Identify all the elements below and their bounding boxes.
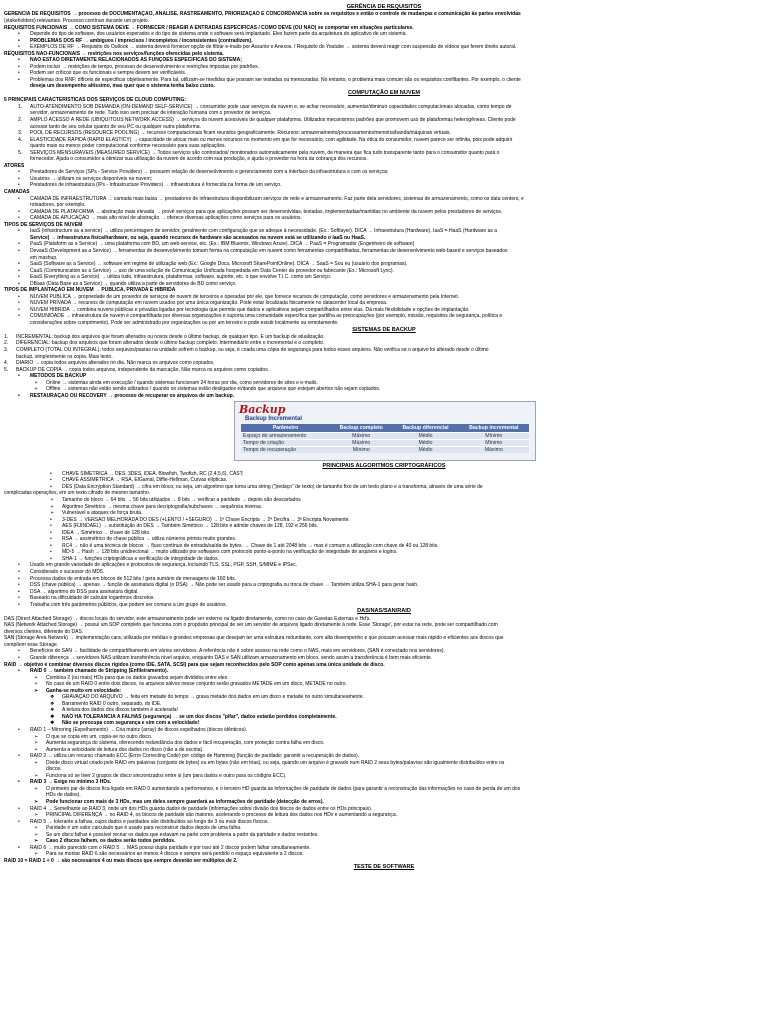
line-text: Vulnerável a ataques de força bruta. <box>62 510 143 517</box>
line-text: Combina 2 (ou mais) HDs para que os dados gravados sejam divididos entre eles. <box>46 674 229 681</box>
line-text: EaaS (Everything as a Service) → utiliza tudo, infraestrutura, plataformas, software, suporte, etc. o que envolve T.I.C. como um Serviço. <box>30 274 332 281</box>
line-text: CAMADA DE APLICAÇÃO → mais alto nível de abstração → oferece diversas aplicações como serviços para os usuários. <box>30 215 302 222</box>
line-text: TESTE DE SOFTWARE <box>353 864 415 871</box>
backup-comparison-figure <box>234 401 536 461</box>
bullet-marker: ➢ <box>34 812 39 819</box>
line-text: RAID 4 → Semelhante ao RAID 3, onde um dos HDs guarda dados de paridade (informações sobre divisão dos blocos de dados entre os HDs principais). <box>30 805 373 812</box>
line-text: PaaS (Plataform as a Service) → uma plataforma com BD, um web-service, etc. (Ex.: IBM Bluemix, Windows Azure). DICA → PaaS = Programador (Engenheiro de software) <box>30 241 415 248</box>
line-text: RAID 1 – Mirroring (Espelhamento) → Cria matriz (array) de discos espelhados (discos idênticos). <box>30 726 248 733</box>
bullet-marker: • <box>18 595 20 602</box>
line-text: Benefícios do SAN → facilidade de compartilhamento em vários servidores. A referência não é sobre acesso na rede como o NAS, mais em servidores, (SAN é conectado nos servidores). <box>30 648 445 655</box>
bullet-marker: • <box>18 182 20 189</box>
figure-subtitle: Backup Incremental <box>245 416 303 423</box>
line-text: acessar tanto de seu celular quanto de seu PC ou qualquer outra plataforma. <box>30 123 201 130</box>
line-text: Considerado o sucessor do MD5. <box>30 569 105 575</box>
line-text: DIÁRIO → copia todos arquivos alterados no dia. Não marca os arquivos como copiados. <box>16 360 215 367</box>
line-text: Algoritmo Simétrico → mesma chave para decriptografia/subchaves → sequência inversa. <box>62 503 263 510</box>
table-cell: Médio <box>392 440 458 447</box>
line-text: Paridade é um valor calculado que é usado para reconstruir dados depois de uma falha. <box>46 825 242 832</box>
line-text: Trabalha com três parâmetros públicos, que podem ser comuns a um grupo de usuários. <box>30 601 227 608</box>
table-row <box>241 440 529 447</box>
bullet-marker: • <box>18 44 20 51</box>
bullet-marker: • <box>50 529 52 536</box>
bullet-marker: ➢ <box>34 733 39 740</box>
line-text: A leitura dos dados dos discos também é acelerada! <box>62 707 178 714</box>
line-text: DAS/NAS/SAN/RAID <box>357 608 411 615</box>
line-text: Pode funcionar com mais de 3 HDs, mas um deles sempre guardará as informações de paridade (detecção de erros). <box>46 799 324 805</box>
bullet-marker: 1. <box>4 333 9 340</box>
line-text: Tamanho do bloco → 64 bits → 56 bits utilizados → 8 bits → verificar a paridade → depois são descartados <box>62 496 301 503</box>
line-text: IaaS (infrastructure as a service) → utiliza percentagem de servidor, geralmente com configuração que se adeque à necessidade. (Ex.: Softlayer). DICA → Infraestrutura (Hardware). IaaS = HaaS (Hardware as a <box>30 228 498 235</box>
bullet-marker: • <box>18 601 20 608</box>
line-text: AMPLO ACESSO À REDE (UBIQUITOUS NETWORK ACCESS) → serviços da nuvem acessíveis de qualquer plataforma. Utilizados mecanismos padrões que promovem uso de plataformas heterogêneas. Cliente pode <box>30 117 516 124</box>
line-text: 3-DES → VERSÃO MELHORADA DO DES (+LENTO / +SEGURO) → 1ª Chave Encripta → 2ª Decifra → 3ª Encripta Novamente. <box>62 516 350 523</box>
table-header-cell: Backup diferencial <box>392 424 458 433</box>
bullet-marker: ❖ <box>50 700 55 707</box>
line-text: RAID 3 → Exige no mínimo 3 HDs. <box>30 779 112 786</box>
line-text: IDEA → Simétrico → chave de 128 bits. <box>62 529 151 536</box>
bullet-marker: • <box>50 542 52 549</box>
table-row <box>241 447 529 454</box>
bullet-marker: ➢ <box>34 379 39 386</box>
bullet-marker: ➢ <box>34 740 39 747</box>
backup-comparison-table <box>241 424 529 453</box>
bullet-marker: • <box>18 805 20 812</box>
line-text: SaaS (Software as a Service) → software em regime de utilização web (Ex.: Google Docs, Microsoft SharePointOnline). DICA → SaaS = Sou eu (usuário dos programas). <box>30 261 408 268</box>
bullet-marker: ➢ <box>50 510 55 517</box>
line-text: Caso 2 discos falhem, os dados serão todos perdidos. <box>46 838 176 845</box>
figure-title: Backup <box>239 403 286 417</box>
bullet-marker: • <box>18 392 20 399</box>
bullet-marker: 2. <box>18 117 23 124</box>
line-text: DSA → algoritmo do DSS para assinatura digital. <box>30 588 139 595</box>
bullet-marker: • <box>18 247 20 254</box>
line-text: MÉTODOS DE BACKUP <box>30 373 87 380</box>
line-text: Podem incluir → restrições de tempo, processo de desenvolvimento e restrições impostas por padrões. <box>30 63 259 70</box>
section-heading <box>4 463 764 470</box>
line-text: Usuários → utilizam os serviços disponíveis na nuvem; <box>30 175 152 182</box>
line-text: NUVEM PÚBLICA → propriedade de um provedor de serviços de nuvem de terceiros e operadas por ele, que fornece recursos de computação, como servidores e armazenamento pela Internet. <box>30 293 460 300</box>
bullet-marker: • <box>18 753 20 760</box>
section-heading <box>4 608 764 615</box>
bullet-marker: • <box>50 470 52 477</box>
line-text: Depende do tipo de software, dos usuários esperados e do tipo de sistema onde o software será implantado. Eles fazem parte da arquitetura do aplicativo de um sistema. <box>30 31 407 38</box>
line-text: SERVIÇOS MENSURÁVEIS (MEASURED SERVICE) → Todos serviços são controlados/ monitorados automaticamente pela nuvem, de maneira que fica tudo transparente tanto para o consumidor quanto para o <box>30 149 500 156</box>
bullet-marker: 5. <box>4 366 9 373</box>
bullet-marker: • <box>18 241 20 248</box>
line-text: Prestadores de infraestrutura (IPs - Infrastructure Providers) → infraestrutura é fornecida na forma de um serviço. <box>30 182 282 189</box>
line-text: O primeiro par de discos fica ligado em RAID 0 aumentando a performance, e o terceiro HD guarda as informações de paridade de dados (para garantir a reconstrução das informações no caso de perda de um dos <box>46 785 521 792</box>
line-text: (stakeholders) relevantes. Processo contínuo durante um projeto. <box>4 17 150 24</box>
line-text: fornecedor. Ajuda o consumidor a otimizar sua utilização da nuvem de acordo com sua produção, e ajuda o provedor na hora da cobrança dos recursos. <box>30 156 368 163</box>
table-cell: Médio <box>392 447 458 454</box>
table-cell: Máximo <box>330 440 392 447</box>
bullet-marker: 5. <box>18 149 23 156</box>
bullet-marker: • <box>18 306 20 313</box>
bullet-marker: • <box>18 31 20 38</box>
line-text: roteadores, por exemplo. <box>30 202 86 209</box>
line-text: POOL DE RECURSOS (RESOURCE POOLING) → recursos computacionais ficam reunidos geograficamente. Recursos: armazenamento/processamento/memória/banda/máquinas virtuais. <box>30 130 451 137</box>
bullet-marker: • <box>50 483 52 490</box>
line-text: COMPUTAÇÃO EM NUVEM <box>348 89 420 96</box>
bullet-marker: • <box>18 726 20 733</box>
line-text: Aumenta segurança do sistema, oferecendo redundância dos dados e fácil recuperação, com proteção contra falha em disco. <box>46 740 325 747</box>
bullet-marker: ➢ <box>34 831 39 838</box>
line-text: NUVEM HÍBRIDA → combina nuvens públicas e privadas ligadas por tecnologia que permite que dados e aplicativos sejam compartilhados entre elas. Dá mais flexibilidade e opções de implantação. <box>30 306 470 313</box>
line-text: RSA → assimétrico de chave pública → utiliza números primos muito grandes. <box>62 536 237 543</box>
bullet-marker: ➢ <box>34 746 39 753</box>
bullet-marker: ❖ <box>50 713 55 720</box>
line-text: complicadas operações, em um texto cifrado de mesmo tamanho. <box>4 490 151 497</box>
line-text: RAID 2 → utiliza um recurso chamado ECC (Error Correcting Code) por código de Hamming (função de paridade: garantir a recuperação de dados). <box>30 753 360 760</box>
line-text: GRAVAÇÃO DO ARQUIVO → feita em metade do tempo → grava metade dos dados em um disco e metade no outro simultaneamente. <box>62 694 364 701</box>
bullet-marker: 3. <box>18 130 23 137</box>
bullet-marker: ➢ <box>34 674 39 681</box>
bullet-marker: ➢ <box>34 772 39 779</box>
bullet-marker: ➢ <box>34 838 39 845</box>
line-text: CHAVE ASSIMÉTRICA → RSA, ElGamal, Diffie-Hellman, Curvas elípticas. <box>62 477 228 484</box>
line-text: TIPOS DE SERVIÇOS DE NUVEM <box>4 221 83 228</box>
bullet-marker: • <box>18 175 20 182</box>
bullet-marker: • <box>18 195 20 202</box>
line-text: REQUISITOS NÃO-FUNCIONAIS → restrições nos serviços/funções oferecidas pelo sistema. <box>4 50 224 57</box>
bullet-marker: • <box>18 818 20 825</box>
bullet-marker: • <box>50 549 52 556</box>
line-text: Se um disco falhar é possível recriar os dados que estavam na parte com problema a partir da paridade e dados restantes. <box>46 831 319 838</box>
line-text: RESTAURAÇÃO OU RECOVERY → processo de recuperar os arquivos de um backup. <box>30 392 235 399</box>
line-text: AES (RJINDAEL) → substituição do DES → Também Simétrico → 128 bits e admite chaves de 128, 192 e 256 bits. <box>62 523 319 530</box>
bullet-marker: • <box>18 169 20 176</box>
line-text: REQUISITOS FUNCIONAIS → COMO SISTEMA DEVE → FORNECER / REAGIR A ENTRADAS ESPECÍFICAS / COMO DEVE (OU NÃO) se comportar em situações particulares. <box>4 24 414 31</box>
bullet-marker: • <box>18 844 20 851</box>
section-heading <box>4 90 764 97</box>
table-cell: Máximo <box>459 447 529 454</box>
line-text: Grande diferença → servidores NAS utilizam transferência nível arquivo, enquanto DAS e SAN utilizam armazenamento em bloco, sendo assim a transferência é bem mais eficiente. <box>30 654 433 661</box>
line-text: Divide disco virtual criado pelo RAID em palavras (conjunto de bytes) ou em bytes (não em trias), ou seja, quando um arquivo é gravado num RAID 2 seus bytes/palavras são igualmente distribuídos entre os <box>46 759 505 766</box>
line-text: Online → sistemas ainda em execução / quando sistemas funcionam 24 horas por dia, como servidores de sites e e-mails. <box>46 379 318 386</box>
bullet-marker: • <box>18 215 20 222</box>
line-text: backup, simplesmente os copia. Mais lento. <box>16 353 113 360</box>
bullet-marker: • <box>18 76 20 83</box>
line-text: INCREMENTAL: backup dos arquivos que foram alterados ou novos desde o último backup, de qualquer tipo. É um backup de atualização. <box>16 333 325 340</box>
line-text: NAS (Network Attached Storage) → possui um SOP completo que funciona com o propósito principal de ser um servidor de arquivos ligado diretamente à rede. Esse 'Storage', por estar na rede, pode ser compartilhado com <box>4 622 498 629</box>
line-text: CAMADA DE PLATAFORMA → abstração mais elevada → provê serviços para que aplicações possam ser desenvolvidas, testadas, implementadas/mantidas no ambiente da nuvem pelos prestadores de serviços. <box>30 208 503 215</box>
bullet-marker: • <box>18 582 20 589</box>
table-cell: Mínimo <box>459 433 529 440</box>
line-text: deseja um desempenho altíssimo, mas quer que o sistema tenha baixo custo. <box>30 83 215 90</box>
line-text: EXEMPLOS DE RF → Requisito do Outlook → sistema deverá fornecer opção de filtrar e-mails por Assunto e Anexos. / Requisito do Youtube → sistema deverá reagir com suspensão de vídeos que ferem direito autoral. <box>30 44 517 51</box>
line-text: NÃO HÁ TOLERÂNCIA A FALHAS (segurança) → se um dos discos "pifar", dados estarão perdidos completamente. <box>62 713 337 720</box>
table-cell: Tempo de recuperação <box>241 447 330 454</box>
list-item <box>4 393 764 400</box>
line-text: PROBLEMAS DOS RF → ambíguos / imprecisos / incompletos / inconsistentes (contradizem). <box>30 37 253 44</box>
bullet-marker: ❖ <box>50 720 55 727</box>
line-text: Funciona só se tiver 2 grupos de disco sincronizados entre si (um para dados e outro para os códigos ECC). <box>46 772 287 779</box>
line-text: RC4 → não é uma técnica de blocos → fluxo contínuo de entrada/saída de bytes. → Chave de 1 até 2048 bits → mas é comum a utilização com chave de 40 ou 128 bits. <box>62 542 439 549</box>
bullet-marker: • <box>18 300 20 307</box>
line-text: Usado em grande variedade de aplicações e protocolos de segurança, incluindo TLS, SSL, PGP, SSH, S/MIME e IPSec. <box>30 562 298 569</box>
bullet-marker: 4. <box>18 136 23 143</box>
bullet-marker: • <box>18 274 20 281</box>
table-header-row <box>241 424 529 433</box>
line-text: PRINCIPAIS ALGORITMOS CRIPTOGRÁFICOS <box>322 463 446 470</box>
line-text: Não se preocupa com segurança e sim com a velocidade! <box>62 720 200 727</box>
line-text: diversos clientes, diferente do DAS. <box>4 628 84 635</box>
line-text: Service) → infraestrutura física/hardware, ou seja, quando recursos de hardware são acessados na nuvem está se utilizando o IaaS ou HaaS. <box>30 234 366 241</box>
table-cell: Máximo <box>330 433 392 440</box>
bullet-marker: 2. <box>4 340 9 347</box>
line-text: GERÊNCIA DE REQUISITOS <box>346 4 422 10</box>
bullet-marker: • <box>18 668 20 675</box>
bullet-marker: ➢ <box>34 799 39 805</box>
table-cell: Espaço de armazenamento <box>241 433 330 440</box>
line-text: Baseado na dificuldade de calcular logaritmos discretos. <box>30 595 155 602</box>
line-text: Podem ser críticos que os funcionais e sempre devem ser verificáveis. <box>30 70 187 77</box>
bullet-marker: • <box>18 267 20 274</box>
table-header-cell: Backup completo <box>330 424 392 433</box>
line-text: TIPOS DE IMPLANTAÇÃO EM NUVEM → PÚBLICA, PRIVADA E HÍBRIDA <box>4 287 176 294</box>
line-text: Aumenta a velocidade de leitura dos dados no disco (não a de escrita). <box>46 746 204 753</box>
line-text: servidor, armazenamento de rede. Tudo isso sem precisar de interação humana com o provedor de serviços. <box>30 110 272 117</box>
line-text: O que se copia em um, copia-se no outro disco. <box>46 733 153 740</box>
line-text: compõem esse Storage. <box>4 641 59 648</box>
line-text: NUVEM PRIVADA → recursos de computação em nuvem usados por uma única organização. Pode estar localizada fisicamente no datacenter local da empresa. <box>30 300 388 307</box>
line-text: discos. <box>46 766 62 773</box>
line-text: RAID 0 → também chamado de Stripping (Enfileiramento). <box>30 668 169 675</box>
line-text: DBaas (Data Base as a Service) → quando utiliza a parte de servidores de BD como serviço. <box>30 280 237 287</box>
section-heading <box>4 327 764 334</box>
line-text: Problemas dos RNF: difíceis de especificar objetivamente. Para tal, utilizam-se medidas que possam ser testadas ou mensuradas. No entanto, o problema mais comum são os requisitos confiltantes. Por exemplo, o cliente <box>30 76 521 83</box>
line-text: COMPLETO (TOTAL OU INTEGRAL): todos arquivos/pastas na unidade sofrem o backup, ou seja, é criada uma cópia de segurança para todos esses arquivos. Não verifica se o arquivo foi alterado desde o último <box>16 347 489 354</box>
bullet-marker: 4. <box>4 360 9 367</box>
bullet-marker: • <box>18 37 20 44</box>
bullet-marker: • <box>50 523 52 530</box>
bullet-marker: ➢ <box>34 785 39 792</box>
line-text: DIFERENCIAL: backup dos arquivos que foram alterados desde o último backup completo. Intermediário entre o incremental e o completo. <box>16 340 325 347</box>
line-text: BACKUP DE CÓPIA → copia todos arquivos, independente da marcação. Não marca os arquivos como copiados. <box>16 366 270 373</box>
line-text: CHAVE SIMÉTRICA → DES, 3DES, IDEA, Blowfish, Twofish, RC (2,4,5,6), CAST; <box>62 470 244 477</box>
bullet-marker: ❖ <box>50 707 55 714</box>
bullet-marker: • <box>50 536 52 543</box>
section-heading <box>4 864 764 871</box>
line-text: No caso de um RAID 0 entre dois discos, os arquivos salvos nesse conjunto serão gravados METADE em um disco, METADE no outro. <box>46 681 347 688</box>
line-text: 5 PRINCIPAIS CARACTERÍSTICAS DOS SERVIÇOS DE CLOUD COMPUTING: <box>4 97 187 104</box>
line-text: SHA-1 → funções criptográficas e verificação de integridade de dados. <box>62 555 220 562</box>
line-text: SAN (Storage Area Network) → implementação cara; utilizada por médias e grandes empresas que desejam ter uma estrutura redundante, com alta desempenho e que possam acessar mais rápido e eficientes aos discos que <box>4 635 504 642</box>
table-header-cell: Backup incremental <box>459 424 529 433</box>
line-text: DSS (chave pública) → apenas → função de assinatura digital (o DSA) → Não pode ser usado para a criptografia ou troca de chave → Também utiliza SHA-1 para gerar hash. <box>30 582 419 589</box>
bullet-marker: • <box>18 293 20 300</box>
table-row <box>241 433 529 440</box>
line-text: SISTEMAS DE BACKUP <box>352 326 416 333</box>
line-text: Offline → sistemas não estão sendo utilizados / quando os sistemas estão desligados evitando que arquivos que estejam abertos não sejam copiados. <box>46 386 381 393</box>
bullet-marker: • <box>50 477 52 484</box>
line-text: CaaS (Communication as a Service) → uso de uma solução de Comunicação Unificada hospedada em Data Center do provedor ou fabricante (Ex.: Microsoft Lync). <box>30 267 394 274</box>
bullet-marker: • <box>18 373 20 380</box>
line-text: PRINCIPAL DIFERENÇA → no RAID 4, os blocos de paridade são maiores, acelerando o processo de leitura dos dados nos HDs e aumentando a segurança. <box>46 812 398 819</box>
bullet-marker: • <box>18 562 20 569</box>
line-text: CAMADAS <box>4 189 30 196</box>
bullet-marker: ➢ <box>34 386 39 393</box>
bullet-marker: • <box>18 261 20 268</box>
table-cell: Mínimo <box>459 440 529 447</box>
bullet-marker: • <box>18 588 20 595</box>
bullet-marker: 1. <box>18 103 23 110</box>
line-text: DAS (Direct Attached Storage) → discos locais do servidor, este armazenamento pode ser externo ou ligado diretamente, como no caso de Gavetas Externas e Hd's. <box>4 615 371 622</box>
bullet-marker: ➢ <box>34 825 39 832</box>
bullet-marker: • <box>18 654 20 661</box>
bullet-marker: • <box>18 63 20 70</box>
line-text: CAMADA DE INFRAESTRUTURA → camada mais baixa → prestadores de infraestrutura disponibilizam serviços de rede e armazenamento. Faz parte dela servidores, sistemas de armazenamento, como os data centers, e <box>30 195 524 202</box>
line-text: quanto mais ou menos poder computacional conforme necessário para suas aplicações. <box>30 143 226 150</box>
bullet-marker: • <box>18 313 20 320</box>
bullet-marker: • <box>18 569 20 575</box>
table-header-cell: Parâmetro <box>241 424 330 433</box>
bullet-marker: • <box>18 575 20 582</box>
section-heading <box>4 4 764 11</box>
bullet-marker: • <box>18 280 20 287</box>
bullet-marker: • <box>50 516 52 523</box>
line-text: COMUNIDADE → infraestrutura de nuvem é compartilhada por diversas organizações e suporta uma comunidade específica que partilha as preocupações (por exemplo, missão, requisitos de segurança, política e <box>30 313 503 320</box>
line-text: NÃO ESTÃO DIRETAMENTE RELACIONADOS ÀS FUNÇÕES ESPECÍFICAS DO SISTEMA; <box>30 57 242 64</box>
bullet-marker: • <box>18 70 20 77</box>
line-text: em mashup. <box>30 254 58 261</box>
line-text: RAID 10 = RAID 1 + 0 → são necessários 4 ou mais discos que sempre deverão ser múltiplos de 2. <box>4 857 238 864</box>
line-text: Para se montar RAID 6 são necessários ao menos 4 discos e sempre será perdido o espaço equivalente a 2 discos. <box>46 851 304 858</box>
line-text: Barramento RAID 0 outro, separado, do IDE. <box>62 700 162 707</box>
bullet-marker: 3. <box>4 347 9 354</box>
line-text: DevaaS (Development as a Service) → ferramentas de desenvolvimento tomam forma na computação em nuvem como ferramentas compartilhadas, ferramentas de desenvolvimento web-based e serviços baseados <box>30 247 508 254</box>
bullet-marker: • <box>18 57 20 64</box>
table-cell: Médio <box>392 433 458 440</box>
line-text: RAID 6 → muito parecido com o RAID 5 → MAS possui dupla paridade e por isso até 2 discos podem falhar simultaneamente. <box>30 844 311 851</box>
document-page <box>4 4 764 872</box>
line-text: Prestadores de Serviços (SPs - Service Providers) → possuem relação de desenvolvimento e gerenciamento com a interface da infraestrutura e com os serviços; <box>30 169 389 176</box>
line-text: RAID → objetivo é combinar diversos discos rígidos (como IDE, SATA, SCSI) para que sejam reconhecidos pelo SOP como apenas uma única unidade de disco. <box>4 661 385 668</box>
table-cell: Mínimo <box>330 447 392 454</box>
line-text: ATORES <box>4 162 25 169</box>
document-body-top <box>4 4 764 399</box>
bullet-marker: ➢ <box>34 687 39 694</box>
bullet-marker: ➢ <box>34 759 39 766</box>
bullet-marker: ❖ <box>50 694 55 701</box>
document-body-bottom <box>4 463 764 871</box>
line-text: RAID 5 → tolerante a falhas, cujos dados e paridades são distribuídos ao longo de 3 ou mais discos físicos. <box>30 818 269 825</box>
line-text: MD-5 → Hash → 128 bits unidirecional → muito utilizado por softwares com protocolo ponto-a-ponto na verificação de integridade de arquivos e logins. <box>62 549 398 556</box>
bullet-marker: • <box>18 779 20 786</box>
line-text: HDs de dados). <box>46 792 81 799</box>
bullet-marker: • <box>50 555 52 562</box>
line-text: ELASTICIDADE RÁPIDA (RAPID ELASTICY) → capacidade de alocar mais ou menos recursos no momento em que for necessário, com agilidade. Na ótica do consumidor, nuvem parece ser infinita, pois pode adquirir <box>30 136 513 143</box>
line-text: Ganha-se muito em velocidade: <box>46 687 122 694</box>
bullet-marker: • <box>18 648 20 655</box>
line-text: GERÊNCIA DE REQUISITOS → processo de DOCUMENTAÇÃO, ANÁLISE, RASTREAMENTO, PRIORIZAÇÃO E CONCORDÂNCIA sobre os requisitos e então o controle de mudanças e comunicação às partes envolvidas <box>4 11 521 18</box>
table-cell: Tempo de criação <box>241 440 330 447</box>
bullet-marker: • <box>18 208 20 215</box>
bullet-marker: ➢ <box>34 851 39 858</box>
line-text: considerações sobre cumprimento). Pode ser administrado por organizações ou por um terceiro e pode existir localmente ou remotamente. <box>30 319 339 326</box>
line-text: DES (Data Encryption Standard) → cifra em bloco, ou seja, um algoritmo que toma uma string ("pedaço" de texto) de tamanho fixo de um texto plano e a transforma, através de uma série de <box>62 483 483 490</box>
bullet-marker: ➢ <box>50 503 55 510</box>
bullet-marker: ➢ <box>50 496 55 503</box>
line-text: AUTO-ATENDIMENTO SOB DEMANDA (ON-DEMAND SELF-SERVICE) → consumidor pode usar serviços da nuvem e, se achar necessário, aumentar/diminuir capacidades computacionais alocadas, como tempo de <box>30 103 512 110</box>
line-text: Processa dados de entrada em blocos de 512 bits / gera sumário de mensagens de 160 bits. <box>30 575 236 582</box>
bullet-marker: ➢ <box>34 681 39 688</box>
bullet-marker: • <box>18 228 20 235</box>
